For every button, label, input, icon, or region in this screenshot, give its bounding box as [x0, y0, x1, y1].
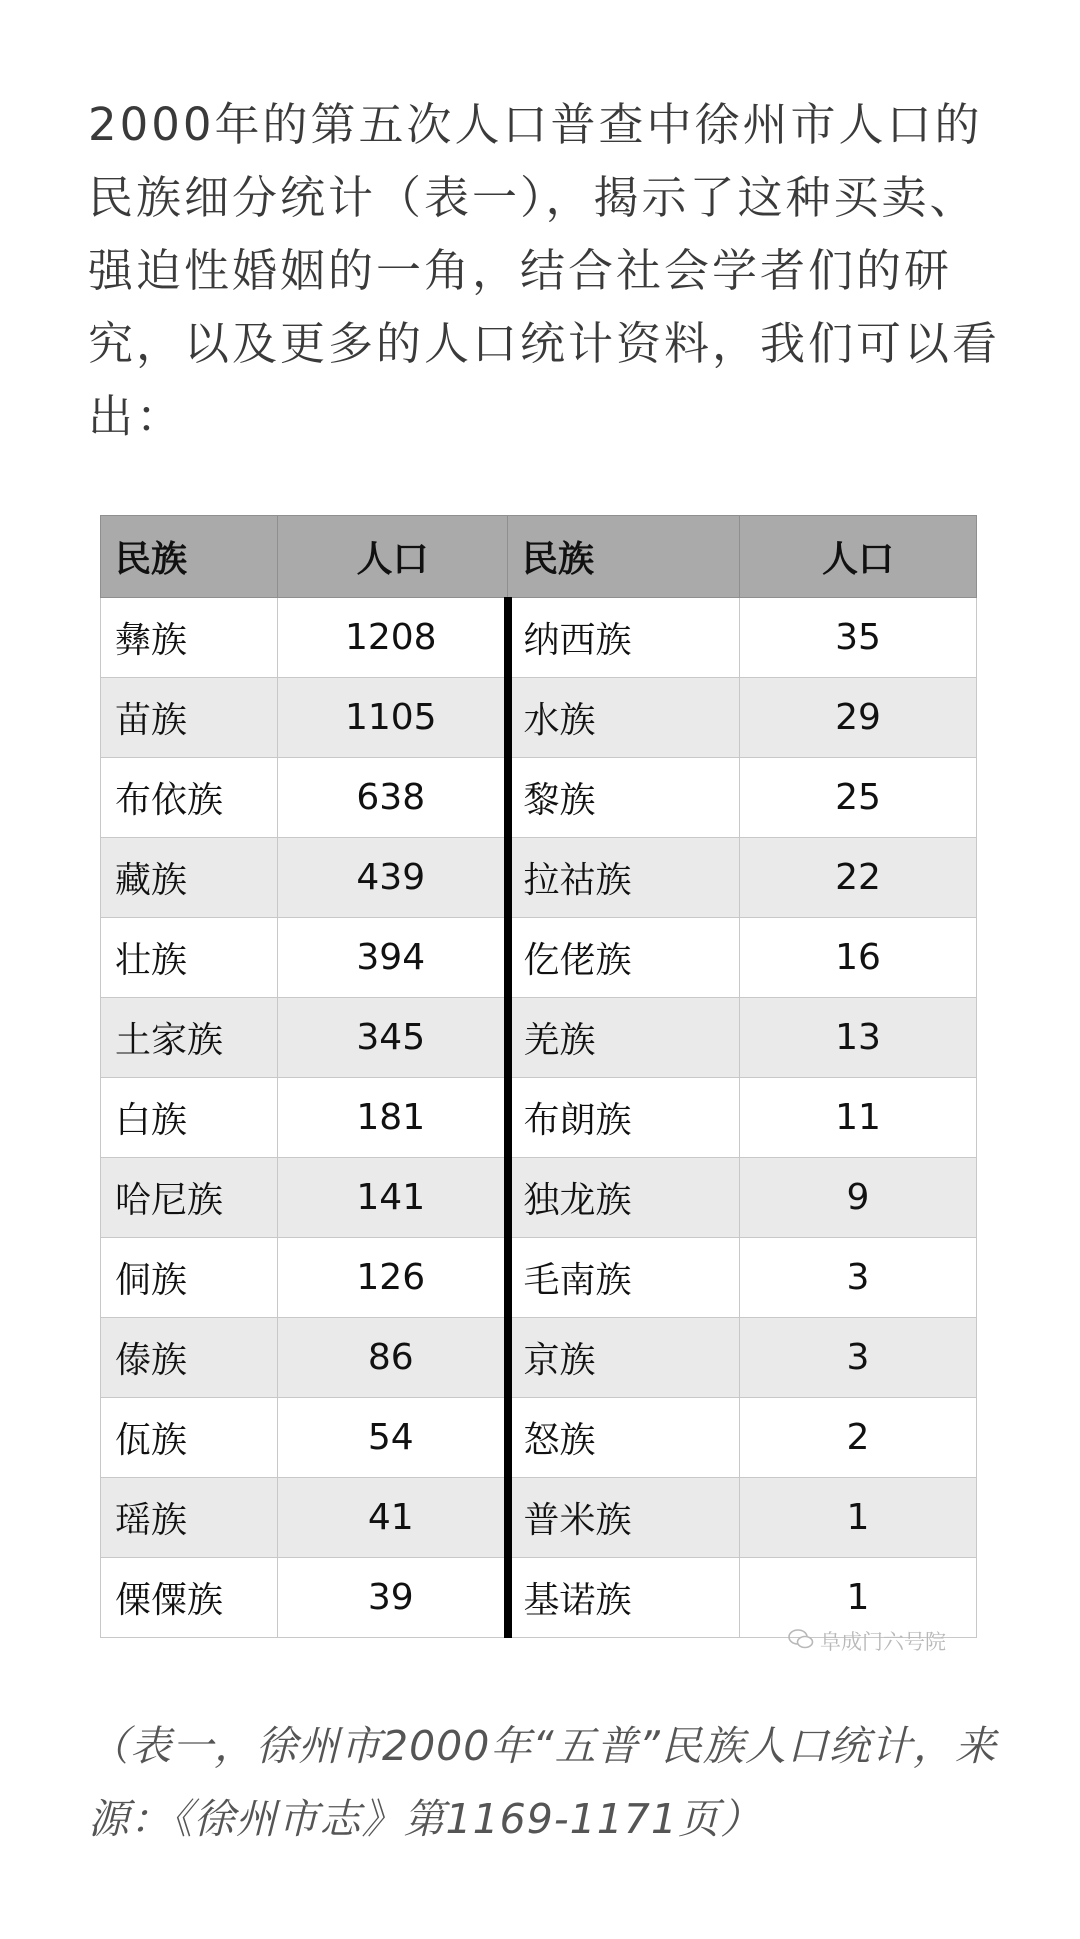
cell-ethnicity-left: 瑶族 — [101, 1478, 278, 1558]
table-row — [101, 678, 977, 758]
cell-ethnicity-right: 水族 — [508, 678, 740, 758]
population-table-container — [100, 515, 976, 1638]
cell-ethnicity-right: 怒族 — [508, 1398, 740, 1478]
cell-ethnicity-left: 佤族 — [101, 1398, 278, 1478]
header-population-left: 人口 — [278, 516, 508, 598]
table-body — [101, 598, 977, 1638]
watermark — [788, 1626, 946, 1656]
cell-population-left: 181 — [278, 1078, 508, 1158]
header-ethnicity-left: 民族 — [101, 516, 278, 598]
cell-ethnicity-right: 独龙族 — [508, 1158, 740, 1238]
cell-population-right: 25 — [740, 758, 977, 838]
cell-ethnicity-left: 侗族 — [101, 1238, 278, 1318]
cell-ethnicity-right: 京族 — [508, 1318, 740, 1398]
cell-ethnicity-right: 毛南族 — [508, 1238, 740, 1318]
cell-population-left: 394 — [278, 918, 508, 998]
cell-ethnicity-left: 苗族 — [101, 678, 278, 758]
cell-population-right: 29 — [740, 678, 977, 758]
cell-population-left: 39 — [278, 1558, 508, 1638]
cell-population-right: 2 — [740, 1398, 977, 1478]
table-row — [101, 598, 977, 678]
cell-ethnicity-left: 壮族 — [101, 918, 278, 998]
cell-ethnicity-left: 藏族 — [101, 838, 278, 918]
table-row — [101, 1238, 977, 1318]
cell-population-right: 1 — [740, 1558, 977, 1638]
table-caption: （表一，徐州市2000年“五普”民族人口统计，来源：《徐州市志》第1169-1171页） — [88, 1722, 997, 1843]
table-row — [101, 1158, 977, 1238]
cell-population-right: 16 — [740, 918, 977, 998]
watermark-text: 阜成门六号院 — [820, 1630, 946, 1654]
table-row — [101, 1318, 977, 1398]
cell-population-right: 3 — [740, 1318, 977, 1398]
cell-ethnicity-left: 彝族 — [101, 598, 278, 678]
table-row — [101, 758, 977, 838]
table-row — [101, 1478, 977, 1558]
table-header-row — [101, 516, 977, 598]
table-row — [101, 1078, 977, 1158]
cell-ethnicity-right: 基诺族 — [508, 1558, 740, 1638]
cell-ethnicity-left: 哈尼族 — [101, 1158, 278, 1238]
cell-population-left: 86 — [278, 1318, 508, 1398]
wechat-icon — [788, 1629, 814, 1654]
cell-population-left: 41 — [278, 1478, 508, 1558]
cell-ethnicity-right: 仡佬族 — [508, 918, 740, 998]
cell-ethnicity-right: 纳西族 — [508, 598, 740, 678]
cell-population-left: 1105 — [278, 678, 508, 758]
cell-population-left: 141 — [278, 1158, 508, 1238]
cell-population-right: 1 — [740, 1478, 977, 1558]
cell-ethnicity-left: 土家族 — [101, 998, 278, 1078]
table-row — [101, 918, 977, 998]
cell-ethnicity-left: 白族 — [101, 1078, 278, 1158]
cell-ethnicity-right: 布朗族 — [508, 1078, 740, 1158]
cell-population-left: 439 — [278, 838, 508, 918]
cell-population-left: 126 — [278, 1238, 508, 1318]
cell-population-right: 13 — [740, 998, 977, 1078]
cell-population-left: 345 — [278, 998, 508, 1078]
cell-ethnicity-left: 布依族 — [101, 758, 278, 838]
cell-ethnicity-right: 普米族 — [508, 1478, 740, 1558]
cell-population-right: 11 — [740, 1078, 977, 1158]
cell-ethnicity-right: 羌族 — [508, 998, 740, 1078]
ethnic-population-table — [100, 515, 977, 1638]
table-row — [101, 838, 977, 918]
cell-population-right: 22 — [740, 838, 977, 918]
cell-population-left: 54 — [278, 1398, 508, 1478]
cell-population-left: 638 — [278, 758, 508, 838]
intro-paragraph: 2000年的第五次人口普查中徐州市人口的民族细分统计（表一），揭示了这种买卖、强迫性婚姻的一角，结合社会学者们的研究，以及更多的人口统计资料，我们可以看出： — [88, 98, 1001, 443]
table-row — [101, 1398, 977, 1478]
cell-population-right: 3 — [740, 1238, 977, 1318]
header-ethnicity-right: 民族 — [508, 516, 740, 598]
cell-population-right: 35 — [740, 598, 977, 678]
cell-ethnicity-left: 傣族 — [101, 1318, 278, 1398]
header-population-right: 人口 — [740, 516, 977, 598]
cell-ethnicity-right: 拉祜族 — [508, 838, 740, 918]
cell-population-left: 1208 — [278, 598, 508, 678]
cell-ethnicity-right: 黎族 — [508, 758, 740, 838]
cell-population-right: 9 — [740, 1158, 977, 1238]
table-row — [101, 998, 977, 1078]
cell-ethnicity-left: 傈僳族 — [101, 1558, 278, 1638]
